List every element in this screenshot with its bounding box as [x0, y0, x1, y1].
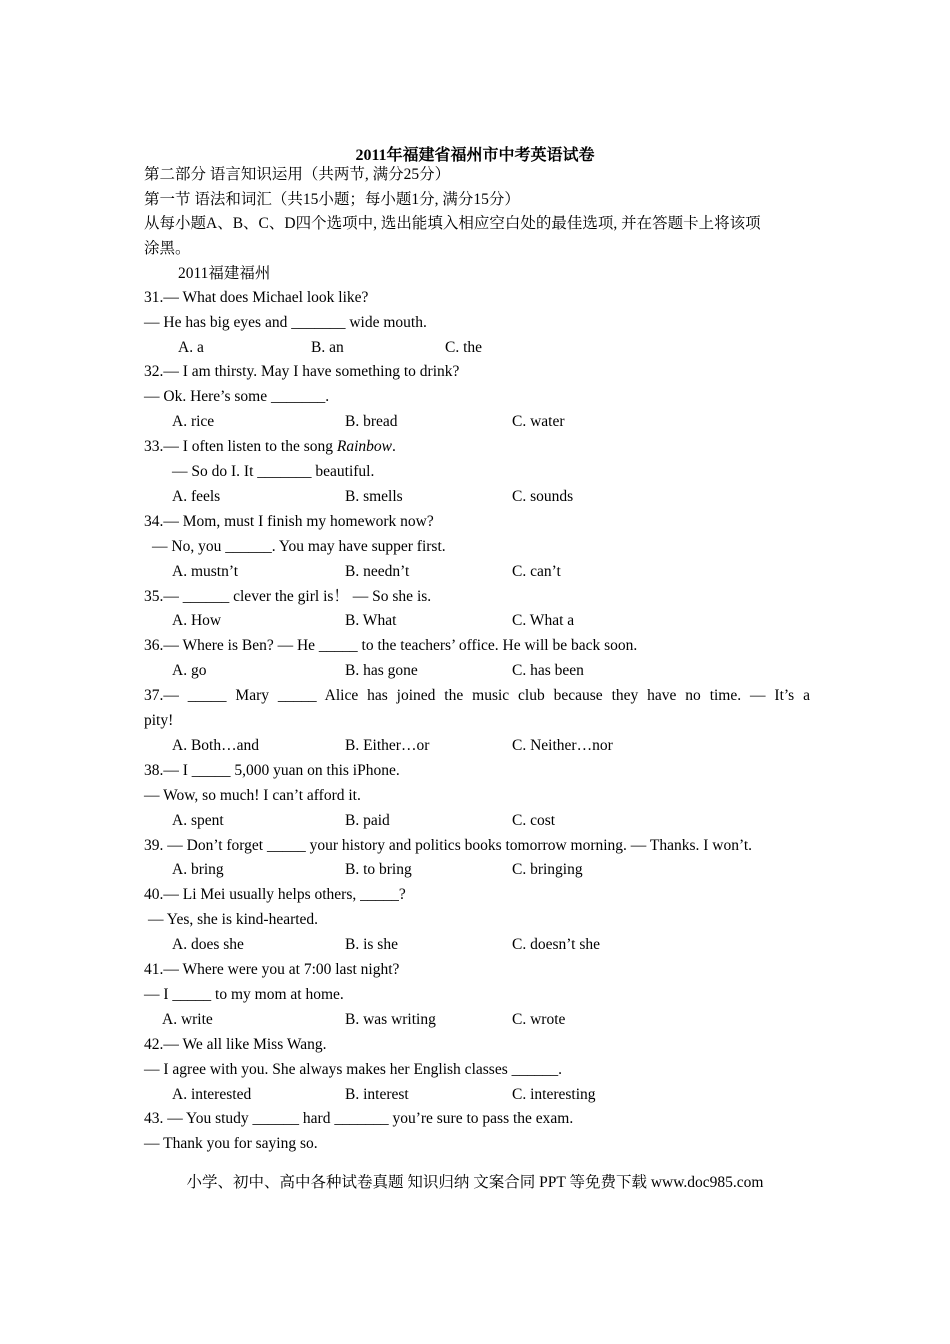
question-stem-cont: pity! [144, 712, 174, 729]
question-reply: — I agree with you. She always makes her English classes ______. [144, 1061, 562, 1078]
question-reply: — I _____ to my mom at home. [144, 986, 344, 1003]
option-c: C. Neither…nor [512, 737, 613, 754]
stem-period: . [392, 438, 396, 455]
question-stem: 43. — You study ______ hard _______ you’re sure to pass the exam. [144, 1110, 574, 1127]
question-stem: 35.— ______ clever the girl is！ — So she is. [144, 588, 432, 605]
question-stem: 31.— What does Michael look like? [144, 289, 369, 306]
option-b: B. an [311, 339, 344, 356]
option-a: A. spent [172, 812, 224, 829]
option-c: C. water [512, 413, 565, 430]
question-stem: 37.— _____ Mary _____ Alice has joined the music club because they have no time. — It’s a [144, 687, 810, 704]
option-a: A. Both…and [172, 737, 259, 754]
question-stem: 36.— Where is Ben? — He _____ to the teachers’ office. He will be back soon. [144, 637, 638, 654]
source-label: 2011福建福州 [178, 265, 271, 282]
option-c: C. interesting [512, 1086, 596, 1103]
question-stem: 41.— Where were you at 7:00 last night? [144, 961, 400, 978]
option-a: A. go [172, 662, 207, 679]
option-b: B. interest [345, 1086, 409, 1103]
question-stem-text: 33.— I often listen to the song [144, 438, 337, 455]
question-reply: — Wow, so much! I can’t afford it. [144, 787, 361, 804]
option-a: A. bring [172, 861, 224, 878]
instruction-text-cont: 涂黑。 [144, 240, 191, 257]
song-title: Rainbow [336, 438, 392, 455]
option-b: B. What [345, 612, 397, 629]
part-heading: 第二部分 语言知识运用（共两节, 满分25分） [144, 166, 451, 183]
question-stem: 32.— I am thirsty. May I have something to drink? [144, 363, 460, 380]
question-stem: 38.— I _____ 5,000 yuan on this iPhone. [144, 762, 400, 779]
question-reply: — Yes, she is kind-hearted. [148, 911, 319, 928]
option-a: A. feels [172, 488, 221, 505]
section-heading: 第一节 语法和词汇（共15小题；每小题1分, 满分15分） [144, 191, 520, 208]
option-a: A. write [162, 1011, 213, 1028]
question-reply: — Ok. Here’s some _______. [144, 388, 330, 405]
option-c: C. bringing [512, 861, 583, 878]
option-c: C. can’t [512, 563, 561, 580]
option-b: B. was writing [345, 1011, 436, 1028]
question-stem: 34.— Mom, must I finish my homework now? [144, 513, 434, 530]
option-b: B. to bring [345, 861, 412, 878]
option-c: C. cost [512, 812, 556, 829]
option-b: B. is she [345, 936, 398, 953]
option-c: C. the [445, 339, 483, 356]
question-stem [144, 437, 396, 457]
option-a: A. How [172, 612, 222, 629]
question-stem: 40.— Li Mei usually helps others, _____? [144, 886, 406, 903]
option-a: A. does she [172, 936, 244, 953]
option-c: C. sounds [512, 488, 574, 505]
question-reply: — No, you ______. You may have supper first. [152, 538, 446, 555]
option-b: B. has gone [345, 662, 418, 679]
option-a: A. mustn’t [172, 563, 239, 580]
question-stem: 42.— We all like Miss Wang. [144, 1036, 327, 1053]
option-b: B. smells [345, 488, 403, 505]
option-a: A. rice [172, 413, 215, 430]
instruction-text: 从每小题A、B、C、D四个选项中, 选出能填入相应空白处的最佳选项, 并在答题卡上将该项 [144, 215, 761, 232]
option-b: B. Either…or [345, 737, 430, 754]
option-b: B. bread [345, 413, 398, 430]
question-reply: — Thank you for saying so. [144, 1135, 318, 1152]
option-c: C. wrote [512, 1011, 566, 1028]
option-b: B. paid [345, 812, 390, 829]
option-a: A. interested [172, 1086, 252, 1103]
question-reply: — He has big eyes and _______ wide mouth. [144, 314, 427, 331]
question-stem: 39. — Don’t forget _____ your history and politics books tomorrow morning. — Thanks. I won’t. [144, 837, 753, 854]
option-b: B. needn’t [345, 563, 410, 580]
footer-text: 小学、初中、高中各种试卷真题 知识归纳 文案合同 PPT 等免费下载 www.doc985.com [186, 1174, 764, 1191]
option-c: C. What a [512, 612, 575, 629]
question-reply: — So do I. It _______ beautiful. [172, 463, 375, 480]
option-a: A. a [178, 339, 204, 356]
page-title: 2011年福建省福州市中考英语试卷 [355, 147, 595, 164]
option-c: C. doesn’t she [512, 936, 600, 953]
option-c: C. has been [512, 662, 584, 679]
